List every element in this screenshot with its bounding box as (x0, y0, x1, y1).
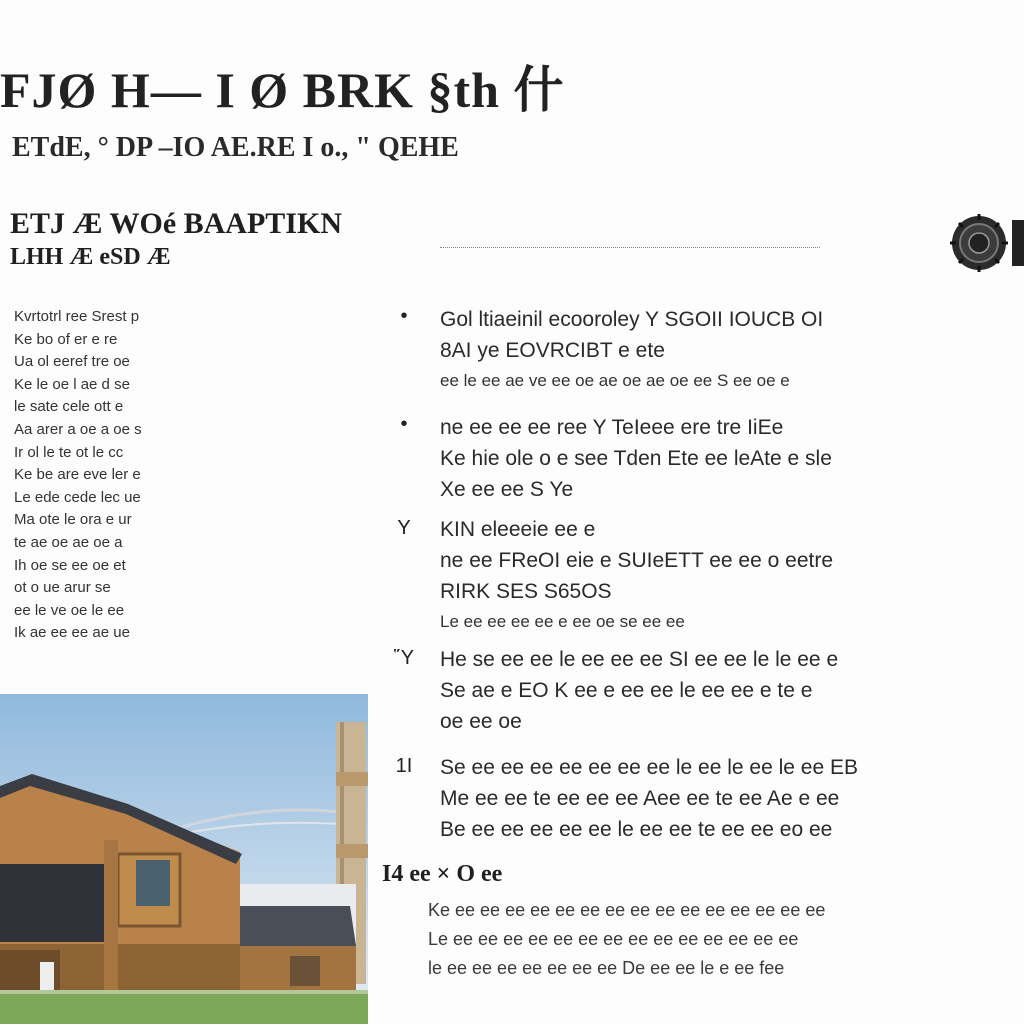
emblem-seal-icon (950, 214, 1008, 272)
bullet-line: He se ee ee le ee ee ee SI ee ee le le ee e (440, 648, 839, 671)
left-line: Ke le oe l ae d se (14, 375, 130, 393)
bullet-line: ne ee FReOI eie e SUIeETT ee ee o eetre (440, 549, 834, 572)
bullet-line: ee le ee ae ve ee oe ae oe ae oe ee S ee oe e (440, 371, 790, 390)
left-line: Ke be are eve ler e (14, 466, 141, 484)
bullet-line: KIN eleeeie ee e (440, 518, 596, 541)
bullet-line: RIRK SES S65OS (440, 580, 612, 603)
paragraph-line: Le ee ee ee ee ee ee ee ee ee ee ee ee ee ee (428, 929, 799, 949)
section-heading-line-2: LHH Æ eSD Æ (10, 244, 171, 270)
left-line: Ih oe se ee oe et (14, 556, 126, 574)
left-line: Ir ol le te ot le cc (14, 443, 124, 461)
paragraph-line: le ee ee ee ee ee ee ee De ee ee le e ee fee (428, 958, 785, 978)
bullet-marker: • (400, 305, 408, 327)
bullet-line: Ke hie ole o e see Tden Ete ee leAte e sle (440, 447, 832, 470)
left-line: ee le ve oe le ee (14, 601, 125, 619)
bullet-line: Xe ee ee S Ye (440, 478, 574, 501)
emblem-seal-tail (1012, 220, 1024, 266)
left-line: Kvrtotrl ree Srest p (14, 308, 140, 325)
bullet-line: Se ae e EO K ee e ee ee le ee ee e te e (440, 679, 813, 702)
left-line: Ke bo of er e re (14, 330, 118, 348)
left-line: Ma ote le ora e ur (14, 511, 132, 529)
left-line: ot o ue arur se (14, 579, 111, 597)
left-line: Le ede cede lec ue (14, 488, 141, 506)
bullet-marker: Y (397, 517, 411, 539)
bullet-line: 8AI ye EOVRCIBT e ete (440, 339, 665, 362)
heading-divider (440, 247, 820, 248)
bullet-marker: 1I (395, 755, 413, 777)
bullet-marker: Ὕ (393, 647, 415, 669)
subsection-heading: I4 ee × O ee (382, 861, 503, 887)
bullet-line: Le ee ee ee ee e ee oe se ee ee (440, 612, 685, 631)
page-subtitle: ETdE, ° DP –IO AE.RE I o., " QEHE (12, 132, 459, 163)
bullet-marker: • (400, 413, 408, 435)
left-line: te ae oe ae oe a (14, 533, 123, 551)
section-heading-line-1: ETJ Æ WOé BAAPTIKN (10, 207, 342, 240)
left-line: Ik ae ee ee ae ue (14, 624, 130, 642)
section-heading (10, 206, 770, 278)
bullet-line: Gol ltiaeinil ecooroley Y SGOII IOUCB OI (440, 308, 824, 331)
bullet-line: Se ee ee ee ee ee ee ee le ee le ee le ee EB (440, 756, 859, 779)
bullet-line: oe ee oe (440, 710, 522, 733)
subsection-paragraph (428, 896, 1024, 983)
bullet-line: Be ee ee ee ee ee le ee ee te ee ee eo ee (440, 818, 833, 841)
left-line: Aa arer a oe a oe s (14, 420, 142, 438)
bullet-line: ne ee ee ee ree Y TeIeee ere tre IiEe (440, 416, 784, 439)
page-title: FJØ H— I Ø BRK §th 什 (0, 62, 565, 118)
bullet-line: Me ee ee te ee ee ee Aee ee te ee Ae e ee (440, 787, 840, 810)
left-column-text (14, 306, 314, 645)
building-photo (0, 694, 368, 1024)
left-line: le sate cele ott e (14, 398, 124, 416)
left-line: Ua ol eeref tre oe (14, 353, 130, 371)
paragraph-line: Ke ee ee ee ee ee ee ee ee ee ee ee ee ee ee ee (428, 900, 826, 920)
